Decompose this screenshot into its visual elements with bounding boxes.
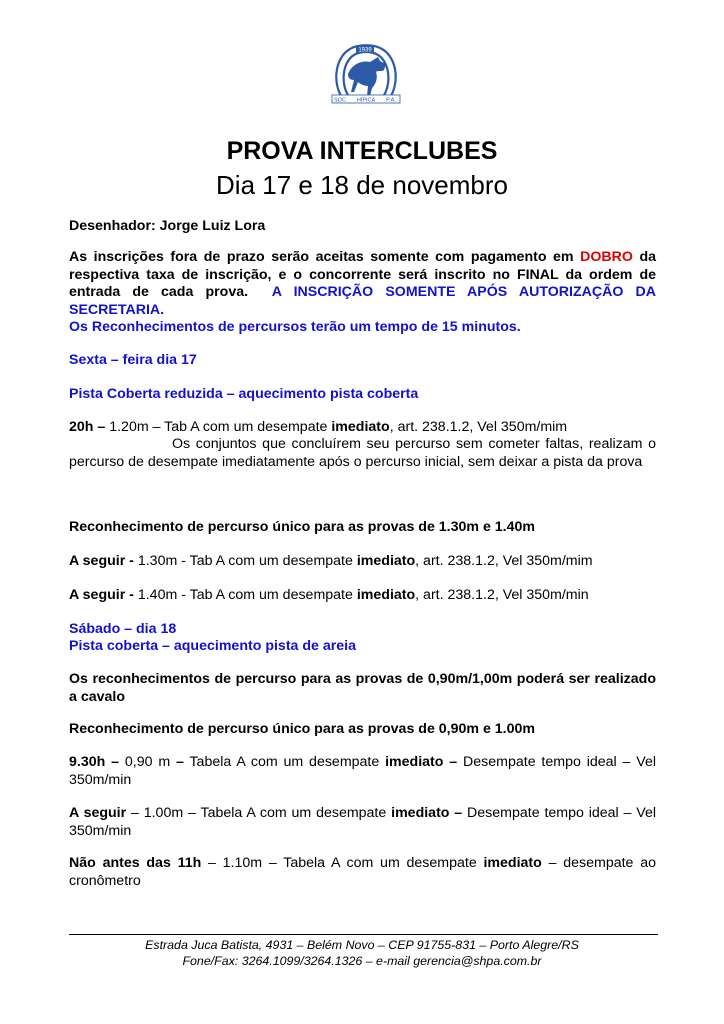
- page-title: PROVA INTERCLUBES: [226, 137, 498, 165]
- saturday-horse-note: Os reconhecimentos de percurso para as provas de 0,90m/1,00m poderá ser realizado a cavalo: [69, 671, 656, 705]
- notice-double-highlight: DOBRO: [580, 249, 633, 265]
- notice-secretary-highlight: A INSCRIÇÃO SOMENTE APÓS AUTORIZAÇÃO DA SECRETARIA.: [69, 284, 657, 318]
- recon-time-notice: Os Reconhecimentos de percursos terão um tempo de 15 minutos.: [69, 319, 521, 335]
- event-time: 20h –: [69, 419, 106, 435]
- event-desc-rest: , art. 238.1.2, Vel 350m/min: [415, 587, 589, 603]
- friday-heading: Sexta – feira dia 17: [69, 352, 197, 368]
- event-time: Não antes das 11h: [69, 855, 202, 871]
- event-note: Os conjuntos que concluírem seu percurso sem cometer faltas, realizam o percurso de desempate imediatamente após o percurso inicial, sem deixar a pista da prova: [69, 436, 656, 470]
- friday-event-2: [69, 553, 656, 571]
- event-desc-bold: imediato: [356, 587, 416, 603]
- logo-text-left: SOC: [334, 97, 346, 104]
- event-desc-bold: imediato: [356, 553, 416, 569]
- event-desc: 1.20m – Tab A com um desempate: [105, 419, 332, 435]
- event-desc-bold: imediato –: [391, 805, 463, 821]
- event-desc-rest: Desempate tempo ideal – Vel 350m/min: [69, 805, 656, 839]
- event-time: A seguir -: [69, 553, 134, 569]
- event-time: 9.30h –: [69, 754, 120, 770]
- event-desc: Tabela A com um desempate: [183, 754, 386, 770]
- friday-event-1: [69, 419, 656, 437]
- event-desc-bold: imediato: [483, 855, 542, 871]
- footer-address: Estrada Juca Batista, 4931 – Belém Novo – CEP 91755-831 – Porto Alegre/RS: [145, 938, 579, 952]
- event-desc: 0,90 m: [119, 754, 176, 770]
- saturday-track: Pista coberta – aquecimento pista de areia: [69, 638, 357, 654]
- notice-text-1: As inscrições fora de prazo serão aceitas somente com pagamento em: [69, 249, 581, 265]
- event-desc-bold: imediato –: [385, 754, 458, 770]
- page-subtitle: Dia 17 e 18 de novembro: [216, 170, 508, 200]
- logo-text-right: P.A.: [386, 97, 396, 104]
- horse-icon: [348, 57, 386, 96]
- event-desc-rest: – desempate ao cronômetro: [69, 855, 656, 889]
- logo-text-center: HÍPICA: [356, 97, 376, 104]
- late-registration-notice: [69, 249, 656, 319]
- designer-line: Desenhador: Jorge Luiz Lora: [69, 218, 266, 234]
- event-desc-rest: Desempate tempo ideal – Vel 350m/min: [69, 754, 656, 788]
- event-desc-bold: imediato: [331, 419, 390, 435]
- logo-year: 1939: [358, 47, 372, 54]
- event-desc: 1.30m - Tab A com um desempate: [133, 553, 357, 569]
- friday-event-1-note: [69, 436, 656, 471]
- friday-track: Pista Coberta reduzida – aquecimento pista coberta: [69, 386, 419, 402]
- event-desc-dash: –: [175, 754, 184, 770]
- friday-event-3: [69, 587, 656, 605]
- club-logo: [328, 40, 404, 108]
- event-desc-rest: , art. 238.1.2, Vel 350m/mim: [415, 553, 593, 569]
- saturday-recon: Reconhecimento de percurso único para as provas de 0,90m e 1.00m: [69, 721, 536, 737]
- event-desc-rest: , art. 238.1.2, Vel 350m/mim: [389, 419, 568, 435]
- saturday-event-3: [69, 855, 656, 890]
- event-desc: 1.40m - Tab A com um desempate: [133, 587, 357, 603]
- event-time: A seguir: [69, 805, 127, 821]
- notice-text-2: da respectiva taxa de inscrição, e o concorrente será inscrito no FINAL da ordem de entrada de cada prova.: [69, 249, 656, 300]
- saturday-event-1: [69, 754, 656, 789]
- footer-contact: Fone/Fax: 3264.1099/3264.1326 – e-mail gerencia@shpa.com.br: [182, 954, 542, 968]
- event-time: A seguir -: [69, 587, 134, 603]
- friday-recon: Reconhecimento de percurso único para as provas de 1.30m e 1.40m: [69, 519, 536, 535]
- event-desc: – 1.10m – Tabela A com um desempate: [201, 855, 484, 871]
- footer-divider: [69, 934, 658, 935]
- saturday-event-2: [69, 805, 656, 840]
- saturday-heading: Sábado – dia 18: [69, 621, 177, 637]
- event-desc: – 1.00m – Tabela A com um desempate: [126, 805, 392, 821]
